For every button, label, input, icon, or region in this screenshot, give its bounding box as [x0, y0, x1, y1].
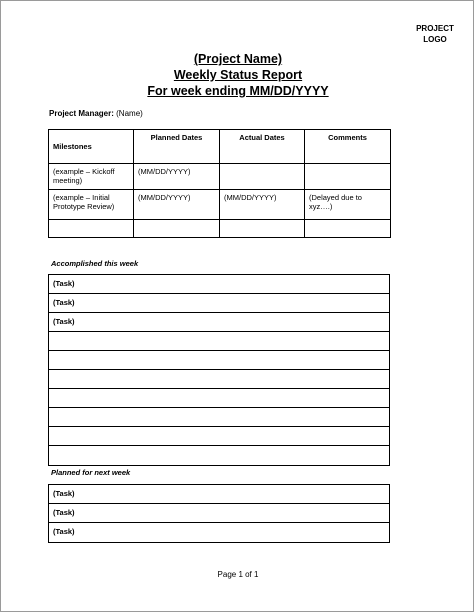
report-header	[1, 51, 474, 99]
report-title: Weekly Status Report	[173, 68, 303, 82]
column-header-actual-dates: Actual Dates	[220, 130, 305, 164]
list-item	[49, 351, 389, 370]
list-item: (Task)	[53, 527, 75, 536]
project-logo-placeholder	[401, 23, 469, 45]
list-item: (Task)	[49, 313, 389, 332]
table-row	[49, 220, 391, 238]
table-cell	[305, 164, 391, 190]
table-cell	[49, 220, 134, 238]
logo-line-1: PROJECT	[416, 24, 454, 33]
list-item: (Task)	[49, 485, 389, 504]
milestones-table	[48, 129, 391, 238]
list-item: (Task)	[49, 294, 389, 313]
list-item: (Task)	[49, 275, 389, 294]
planned-task-list	[48, 484, 390, 543]
accomplished-section-label: Accomplished this week	[51, 259, 139, 268]
table-cell	[220, 220, 305, 238]
week-ending-title: For week ending MM/DD/YYYY	[147, 84, 329, 98]
project-manager-label: Project Manager:	[49, 109, 114, 118]
table-row	[49, 164, 391, 190]
list-item: (Task)	[49, 504, 389, 523]
table-cell	[220, 164, 305, 190]
column-header-comments: Comments	[305, 130, 391, 164]
accomplished-task-list	[48, 274, 390, 466]
list-item	[49, 446, 389, 465]
project-manager-value: (Name)	[116, 109, 143, 118]
list-item	[49, 370, 389, 389]
project-manager-line	[49, 109, 143, 118]
list-item	[49, 332, 389, 351]
page-number: Page 1 of 1	[217, 570, 259, 579]
column-header-milestones: Milestones	[49, 130, 134, 164]
list-item	[49, 389, 389, 408]
table-cell: (MM/DD/YYYY)	[134, 190, 220, 220]
table-cell: (example – Kickoff meeting)	[49, 164, 134, 190]
table-cell	[305, 220, 391, 238]
table-cell: (MM/DD/YYYY)	[220, 190, 305, 220]
table-cell: (example – Initial Prototype Review)	[49, 190, 134, 220]
table-cell	[134, 220, 220, 238]
project-name-title: (Project Name)	[193, 52, 283, 66]
table-row	[49, 190, 391, 220]
table-cell: (MM/DD/YYYY)	[134, 164, 220, 190]
logo-line-2: LOGO	[423, 35, 447, 44]
milestones-header-row	[49, 130, 391, 164]
planned-section-label: Planned for next week	[51, 468, 131, 477]
column-header-planned-dates: Planned Dates	[134, 130, 220, 164]
list-item	[49, 427, 389, 446]
list-item	[49, 408, 389, 427]
table-cell: (Delayed due to xyz….)	[305, 190, 391, 220]
